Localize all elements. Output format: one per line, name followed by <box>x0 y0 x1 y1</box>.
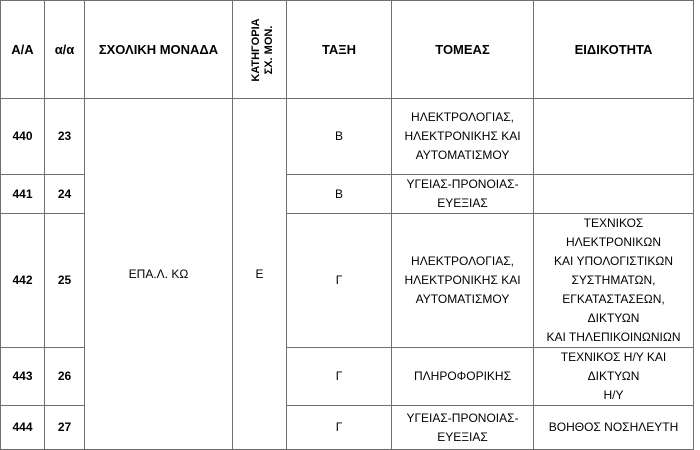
cell-sub-aa[interactable]: 26 <box>45 348 85 406</box>
header-school: ΣΧΟΛΙΚΗ ΜΟΝΑΔΑ <box>85 1 233 99</box>
sector-line: ΑΥΤΟΜΑΤΙΣΜΟΥ <box>415 292 510 306</box>
header-row <box>1 1 694 99</box>
sector-line: ΥΓΕΙΑΣ-ΠΡΟΝΟΙΑΣ-ΕΥΕΞΙΑΣ <box>406 177 519 210</box>
cell-aa[interactable]: 441 <box>1 175 45 214</box>
header-specialty: ΕΙΔΙΚΟΤΗΤΑ <box>534 1 694 99</box>
cell-sector[interactable] <box>392 99 534 175</box>
specialty-line: ΣΥΣΤΗΜΑΤΩΝ, <box>571 273 656 287</box>
cell-grade[interactable]: Γ <box>287 406 392 450</box>
header-category-line2: ΣΧ. ΜΟΝ. <box>263 25 275 74</box>
sector-line: ΗΛΕΚΤΡΟΝΙΚΗΣ ΚΑΙ <box>404 273 521 287</box>
specialty-line: ΚΑΙ ΥΠΟΛΟΓΙΣΤΙΚΩΝ <box>553 254 673 268</box>
specialty-line: Η/Υ <box>603 388 624 402</box>
sector-line: ΗΛΕΚΤΡΟΛΟΓΙΑΣ, <box>411 254 514 268</box>
cell-grade[interactable]: Γ <box>287 214 392 348</box>
cell-aa[interactable]: 440 <box>1 99 45 175</box>
sector-line: ΑΥΤΟΜΑΤΙΣΜΟΥ <box>415 148 510 162</box>
cell-sector[interactable] <box>392 348 534 406</box>
cell-aa[interactable]: 444 <box>1 406 45 450</box>
cell-sub-aa[interactable]: 23 <box>45 99 85 175</box>
cell-sector[interactable] <box>392 406 534 450</box>
sector-line: ΗΛΕΚΤΡΟΛΟΓΙΑΣ, <box>411 110 514 124</box>
sector-line: ΠΛΗΡΟΦΟΡΙΚΗΣ <box>413 369 512 383</box>
cell-sub-aa[interactable]: 24 <box>45 175 85 214</box>
cell-sector[interactable] <box>392 214 534 348</box>
table-row[interactable] <box>1 99 694 175</box>
cell-school-unit[interactable]: ΕΠΑ.Λ. ΚΩ <box>85 99 233 450</box>
header-category <box>233 1 287 99</box>
cell-specialty[interactable] <box>534 406 694 450</box>
header-sub-aa: α/α <box>45 1 85 99</box>
specialty-line: ΒΟΗΘΟΣ ΝΟΣΗΛΕΥΤΗ <box>548 420 679 434</box>
specialty-line: ΤΕΧΝΙΚΟΣ Η/Υ ΚΑΙ ΔΙΚΤΥΩΝ <box>560 350 667 383</box>
specialty-line: ΚΑΙ ΤΗΛΕΠΙΚΟΙΝΩΝΙΩΝ <box>546 330 681 344</box>
cell-sub-aa[interactable]: 25 <box>45 214 85 348</box>
sector-line: ΗΛΕΚΤΡΟΝΙΚΗΣ ΚΑΙ <box>404 129 521 143</box>
cell-specialty[interactable] <box>534 214 694 348</box>
cell-aa[interactable]: 443 <box>1 348 45 406</box>
cell-sector[interactable] <box>392 175 534 214</box>
cell-aa[interactable]: 442 <box>1 214 45 348</box>
cell-grade[interactable]: Β <box>287 99 392 175</box>
specialty-line: ΕΓΚΑΤΑΣΤΑΣΕΩΝ, ΔΙΚΤΥΩΝ <box>562 292 665 325</box>
header-category-line1: ΚΑΤΗΓΟΡΙΑ <box>250 17 262 82</box>
header-aa: Α/Α <box>1 1 45 99</box>
cell-grade[interactable]: Β <box>287 175 392 214</box>
cell-specialty[interactable] <box>534 348 694 406</box>
header-sector: ΤΟΜΕΑΣ <box>392 1 534 99</box>
sector-line: ΥΓΕΙΑΣ-ΠΡΟΝΟΙΑΣ-ΕΥΕΞΙΑΣ <box>406 410 519 444</box>
cell-sub-aa[interactable]: 27 <box>45 406 85 450</box>
specialty-line: ΤΕΧΝΙΚΟΣ ΗΛΕΚΤΡΟΝΙΚΩΝ <box>566 216 661 249</box>
cell-school-category[interactable]: Ε <box>233 99 287 450</box>
cell-grade[interactable]: Γ <box>287 348 392 406</box>
cell-specialty[interactable] <box>534 99 694 175</box>
header-grade: ΤΑΞΗ <box>287 1 392 99</box>
cell-specialty[interactable] <box>534 175 694 214</box>
